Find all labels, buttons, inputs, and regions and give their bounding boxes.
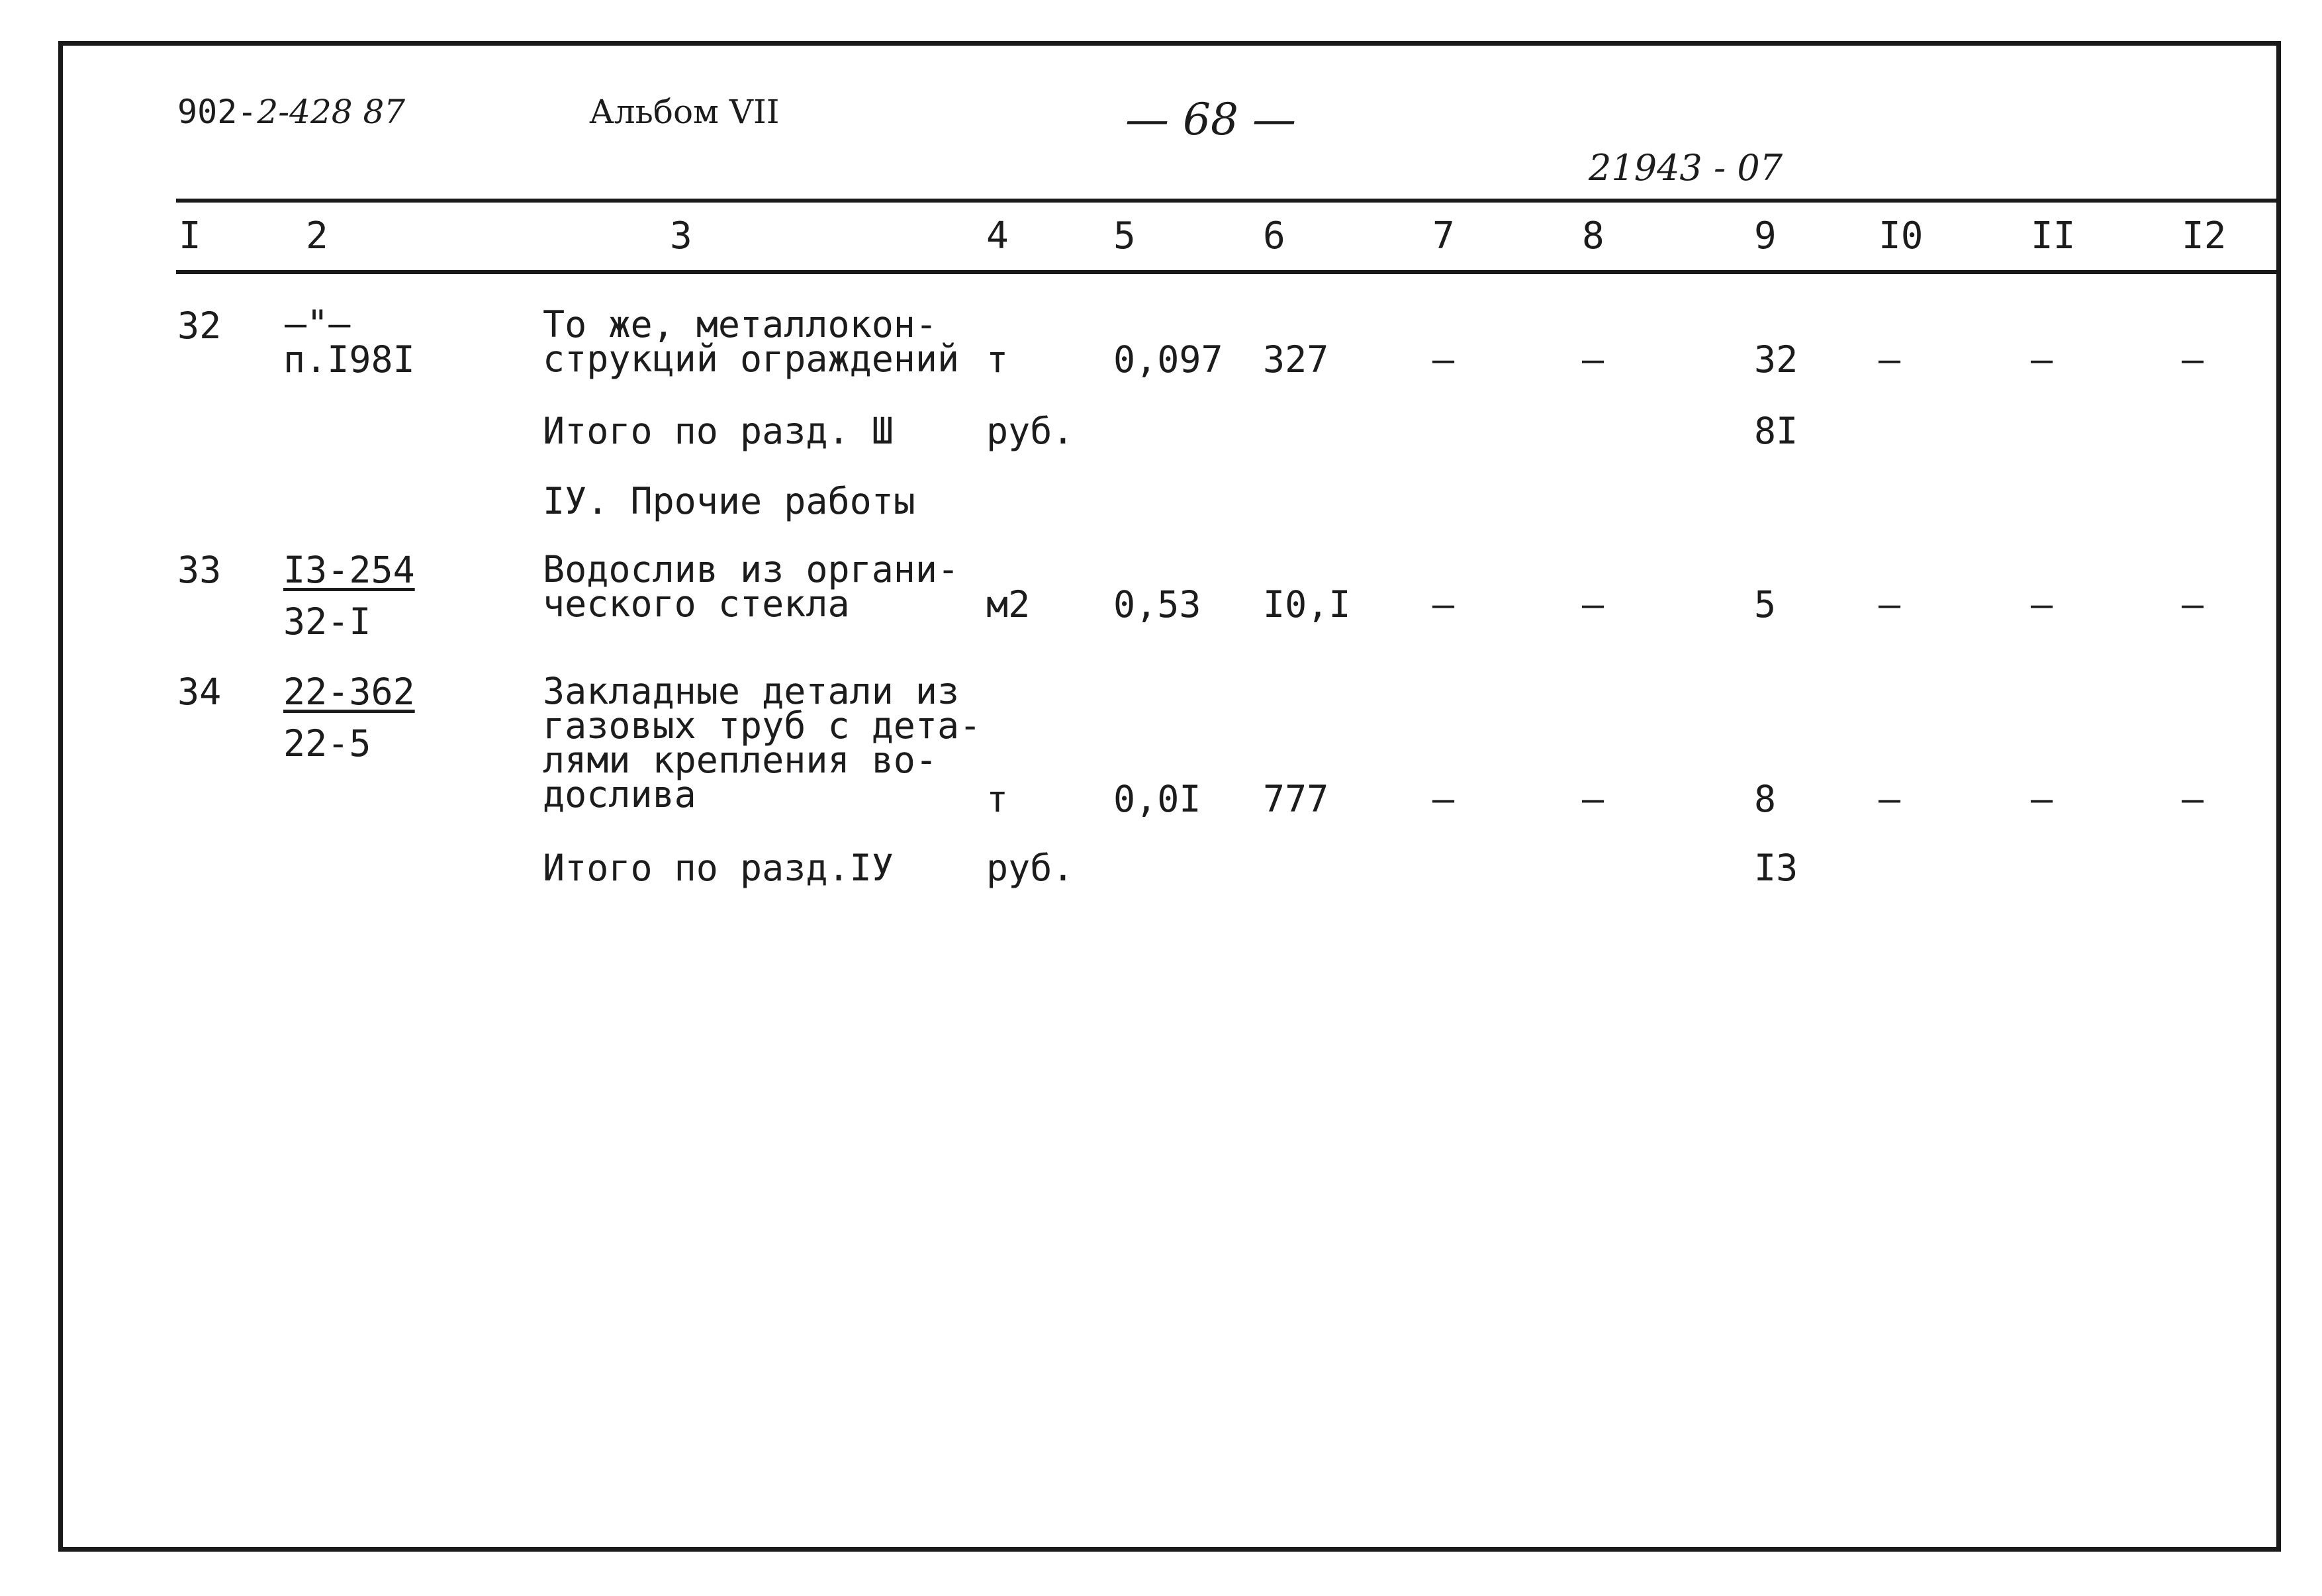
description-line: Водослив из органи- [543, 548, 960, 590]
dash-col-11: – [2031, 778, 2053, 820]
dash-col-7: – [1432, 338, 1455, 381]
code-bottom: 22-5 [283, 722, 371, 765]
document-code-printed: 902- [177, 93, 257, 131]
row-description [543, 548, 960, 625]
code-top: –"– [285, 303, 351, 345]
column-number-2: 2 [306, 214, 328, 258]
column-number-4: 4 [986, 214, 1009, 258]
description-line: газовых труб с дета- [543, 704, 982, 747]
description-line: дослива [543, 773, 696, 816]
column-number-8: 8 [1582, 214, 1604, 258]
dash-col-11: – [2031, 583, 2053, 626]
unit: т [986, 778, 1009, 820]
row-number: 33 [177, 549, 222, 591]
album-label: Альбом VII [589, 93, 780, 131]
header-bottom-rule [176, 270, 2281, 274]
total-cost: 5 [1754, 583, 1777, 626]
page-number: — 68 — [1125, 94, 1296, 145]
code-top: 22-362 [283, 671, 415, 713]
row-number: 34 [177, 671, 222, 713]
document-code-handwritten: 2-428 87 [257, 93, 406, 131]
column-number-10: I0 [1879, 214, 1924, 258]
code-bottom: п.I98I [283, 338, 415, 381]
dash-col-12: – [2182, 778, 2204, 820]
row-description [543, 303, 960, 380]
column-number-12: I2 [2182, 214, 2227, 258]
dash-col-8: – [1582, 778, 1604, 820]
subtotal-total: I3 [1754, 847, 1798, 889]
column-number-7: 7 [1432, 214, 1455, 258]
column-number-1: I [179, 214, 201, 258]
dash-col-8: – [1582, 338, 1604, 381]
subtotal-total: 8I [1754, 410, 1798, 452]
description-line: струкций ограждений [543, 338, 960, 380]
quantity: 0,53 [1113, 583, 1201, 626]
inventory-number: 21943 - 07 [1589, 147, 1783, 189]
description-line: лями крепления во- [543, 739, 938, 781]
subtotal-unit: руб. [986, 410, 1074, 452]
dash-col-8: – [1582, 583, 1604, 626]
column-number-5: 5 [1113, 214, 1136, 258]
code-bottom: 32-I [283, 600, 371, 643]
dash-col-12: – [2182, 338, 2204, 381]
subtotal-unit: руб. [986, 847, 1074, 889]
total-cost: 32 [1754, 338, 1798, 381]
dash-col-11: – [2031, 338, 2053, 381]
dash-col-10: – [1879, 583, 1901, 626]
quantity: 0,097 [1113, 338, 1223, 381]
unit: м2 [986, 583, 1031, 626]
dash-col-7: – [1432, 778, 1455, 820]
unit: т [986, 338, 1009, 381]
header-top-rule [176, 199, 2281, 203]
column-number-9: 9 [1754, 214, 1777, 258]
dash-col-10: – [1879, 778, 1901, 820]
code-top: I3-254 [283, 549, 415, 591]
total-cost: 8 [1754, 778, 1777, 820]
description-line: ческого стекла [543, 583, 850, 625]
row-number: 32 [177, 305, 222, 347]
description-line: Закладные детали из [543, 670, 960, 712]
description-line: То же, металлокон- [543, 303, 938, 346]
row-description [543, 670, 982, 816]
column-number-6: 6 [1263, 214, 1285, 258]
unit-price: I0,I [1263, 583, 1351, 626]
dash-col-10: – [1879, 338, 1901, 381]
section-heading: IУ. Прочие работы [543, 480, 915, 522]
dash-col-12: – [2182, 583, 2204, 626]
quantity: 0,0I [1113, 778, 1201, 820]
column-number-3: 3 [670, 214, 692, 258]
unit-price: 327 [1263, 338, 1329, 381]
subtotal-label: Итого по разд. Ш [543, 410, 894, 452]
unit-price: 777 [1263, 778, 1329, 820]
dash-col-7: – [1432, 583, 1455, 626]
subtotal-label: Итого по разд.IУ [543, 847, 894, 889]
document-code [177, 93, 405, 131]
column-number-11: II [2031, 214, 2076, 258]
